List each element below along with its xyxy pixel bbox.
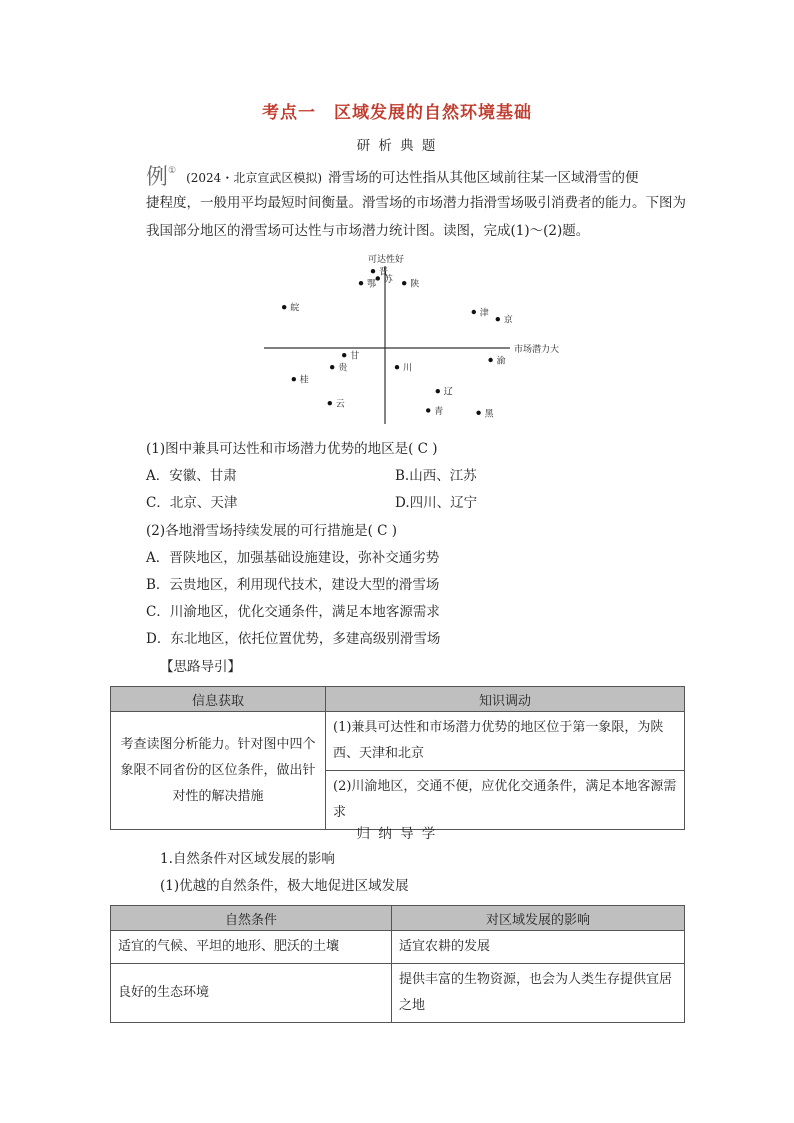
point-label-苏: 苏 [383,274,393,285]
guide-col-knowledge: 知识调动 [326,687,685,712]
point-label-青: 青 [434,406,444,417]
x-axis-label: 市场潜力大 [514,345,560,355]
guide-right-1: (1)兼具可达性和市场潜力优势的地区位于第一象限，为陕西、天津和北京 [333,720,664,761]
data-point-渝 [488,358,492,362]
data-point-贵 [330,365,334,369]
q2-stem: (2)各地滑雪场持续发展的可行措施是( C ) [146,523,398,539]
point-label-京: 京 [503,315,513,326]
y-axis-label: 可达性好 [368,255,405,265]
data-point-川 [395,365,399,369]
conditions-col-1: 自然条件 [111,906,392,931]
point-label-鄂: 鄂 [367,279,377,290]
point-1: 1.自然条件对区域发展的影响 [160,851,335,867]
data-point-苏 [376,276,380,280]
point-label-陕: 陕 [410,279,420,290]
data-point-鄂 [359,281,363,285]
table-cell: 提供丰富的生物资源，也会为人类生存提供宜居之地 [399,972,673,1013]
example-text-3: 我国部分地区的滑雪场可达性与市场潜力统计图。读图，完成(1)～(2)题。 [146,223,590,239]
q1-option-d: D.四川、辽宁 [395,495,478,511]
q2-option-d: D．东北地区，依托位置优势，多建高级别滑雪场 [146,631,441,647]
point-label-甘: 甘 [350,351,360,362]
data-point-云 [328,401,332,405]
example-number: ① [168,166,177,176]
q2-option-c: C．川渝地区，优化交通条件，满足本地客源需求 [146,604,440,620]
guide-col-info: 信息获取 [111,687,326,712]
scatter-chart [258,252,598,432]
table-cell: 适宜农耕的发展 [399,939,491,954]
section-heading-yanxi: 研 析 典 题 [356,138,438,154]
q1-stem: (1)图中兼具可达性和市场潜力优势的地区是( C ) [146,441,438,457]
point-label-辽: 辽 [443,387,453,398]
example-text-1: 滑雪场的可达性指从其他区域前往某一区域滑雪的便 [328,170,639,186]
example-line-1 [146,158,639,192]
point-label-黑: 黑 [484,409,494,420]
data-point-晋 [371,269,375,273]
table-row [111,964,685,1023]
data-point-青 [426,408,430,412]
point-label-川: 川 [403,363,413,374]
guide-heading: 【思路导引】 [160,659,241,675]
data-point-辽 [436,389,440,393]
example-text-2: 捷程度，一般用平均最短时间衡量。滑雪场的市场潜力指滑雪场吸引消费者的能力。下图为 [146,195,686,211]
q2-option-a: A．晋陕地区，加强基础设施建设，弥补交通劣势 [146,550,440,566]
data-point-黑 [476,411,480,415]
point-label-津: 津 [479,308,489,319]
point-1a: (1)优越的自然条件，极大地促进区域发展 [160,878,409,894]
point-label-桂: 桂 [299,375,309,386]
data-point-津 [472,310,476,314]
conditions-col-2: 对区域发展的影响 [392,906,685,931]
data-point-陕 [402,281,406,285]
table-row [111,931,685,964]
conditions-table [110,905,685,1023]
point-label-贵: 贵 [338,363,348,374]
table-cell: 适宜的气候、平坦的地形、肥沃的土壤 [118,939,340,954]
data-point-甘 [342,353,346,357]
point-label-云: 云 [335,399,345,410]
q1-option-b: B.山西、江苏 [395,468,477,484]
guide-left-text: 考查读图分析能力。针对图中四个象限不同省份的区位条件，做出针对性的解决措施 [120,736,316,804]
q1-option-c: C．北京、天津 [146,495,238,511]
point-label-皖: 皖 [290,303,300,314]
data-point-皖 [282,305,286,309]
guide-right-2: (2)川渝地区，交通不便，应优化交通条件，满足本地客源需求 [333,779,677,820]
example-mark: 例 [146,165,169,190]
page-title: 考点一 区域发展的自然环境基础 [262,103,532,123]
example-source: (2024・北京宣武区模拟) [186,171,322,185]
q2-option-b: B．云贵地区，利用现代技术，建设大型的滑雪场 [146,577,440,593]
guide-table [110,686,685,830]
section-heading-guina: 归 纳 导 学 [356,826,438,842]
table-cell: 良好的生态环境 [118,985,210,1000]
point-label-晋: 晋 [379,267,389,278]
q1-option-a: A．安徽、甘肃 [146,468,237,484]
data-point-桂 [292,377,296,381]
data-point-京 [496,317,500,321]
point-label-渝: 渝 [496,356,506,367]
